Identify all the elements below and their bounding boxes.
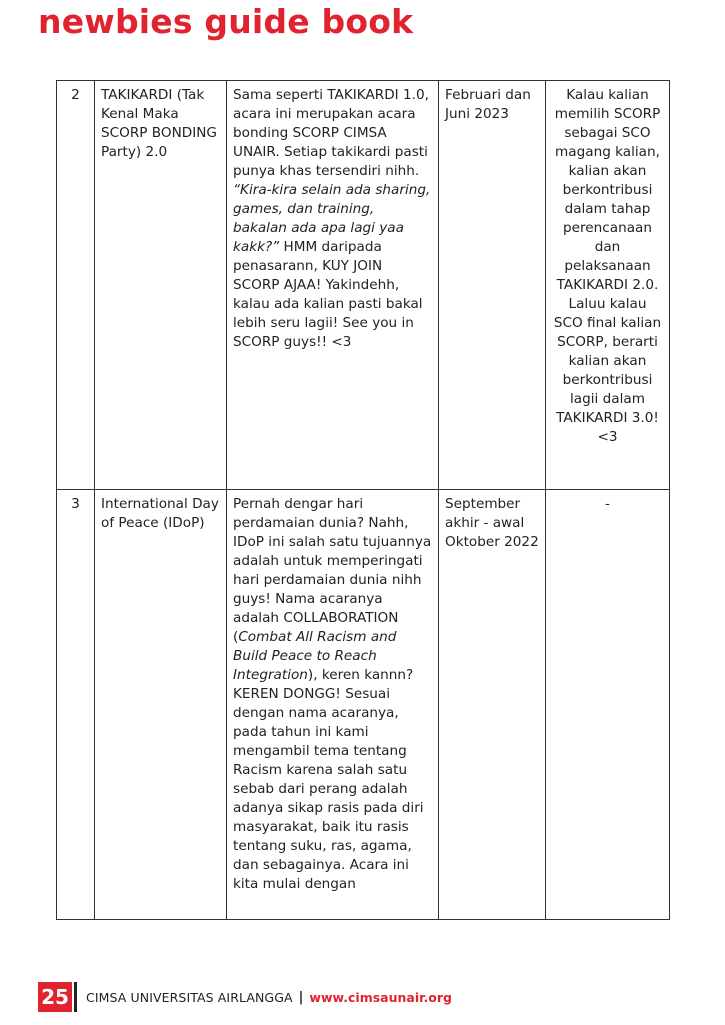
description-italic: “Kira-kira selain ada sharing, games, dan training, bakalan ada apa lagi yaa kakk?” <box>233 182 431 255</box>
row-number: 3 <box>57 490 95 920</box>
program-date: September akhir - awal Oktober 2022 <box>439 490 546 920</box>
organization-name: CIMSA UNIVERSITAS AIRLANGGA <box>86 989 293 1005</box>
program-info: Kalau kalian memilih SCORP sebagai SCO magang kalian, kalian akan berkontribusi dalam tahap perencanaan dan pelaksanaan TAKIKARDI 2.0. Laluu kalau SCO final kalian SCORP, berarti kalian akan berkontribusi lagii dalam TAKIKARDI 3.0! <3 <box>546 81 670 490</box>
page-title: newbies guide book <box>38 2 414 41</box>
program-date: Februari dan Juni 2023 <box>439 81 546 490</box>
table-row <box>57 81 670 490</box>
footer-separator: | <box>298 989 304 1005</box>
program-table <box>56 80 670 920</box>
page-footer <box>38 982 452 1012</box>
program-name: TAKIKARDI (Tak Kenal Maka SCORP BONDING Party) 2.0 <box>95 81 227 490</box>
description-text: ), keren kannn? KEREN DONGG! Sesuai dengan nama acaranya, pada tahun ini kami mengambil tema tentang Racism karena salah satu sebab dari perang adalah adanya sikap rasis pada diri masyarakat, baik itu rasis tentang suku, ras, agama, dan sebagainya. Acara ini kita mulai dengan <box>233 667 424 892</box>
program-description <box>227 490 439 920</box>
description-text: Pernah dengar hari perdamaian dunia? Nahh, IDoP ini salah satu tujuannya adalah untuk memperingati hari perdamaian dunia nihh guys! Nama acaranya adalah COLLABORATION ( <box>233 496 432 645</box>
program-description <box>227 81 439 490</box>
page-number: 25 <box>38 982 72 1012</box>
description-italic: Combat All Racism and Build Peace to Reach Integration <box>233 629 397 683</box>
website-link[interactable]: www.cimsaunair.org <box>309 989 452 1005</box>
description-text: Sama seperti TAKIKARDI 1.0, acara ini merupakan acara bonding SCORP CIMSA UNAIR. Setiap takikardi pasti punya khas tersendiri nihh. <box>233 87 429 179</box>
row-number: 2 <box>57 81 95 490</box>
table-row <box>57 490 670 920</box>
description-text: HMM daripada penasarann, KUY JOIN SCORP AJAA! Yakindehh, kalau ada kalian pasti bakal lebih seru lagii! See you in SCORP guys!! <3 <box>233 239 423 350</box>
program-name: International Day of Peace (IDoP) <box>95 490 227 920</box>
program-info: - <box>546 490 670 920</box>
footer-divider <box>74 982 77 1012</box>
